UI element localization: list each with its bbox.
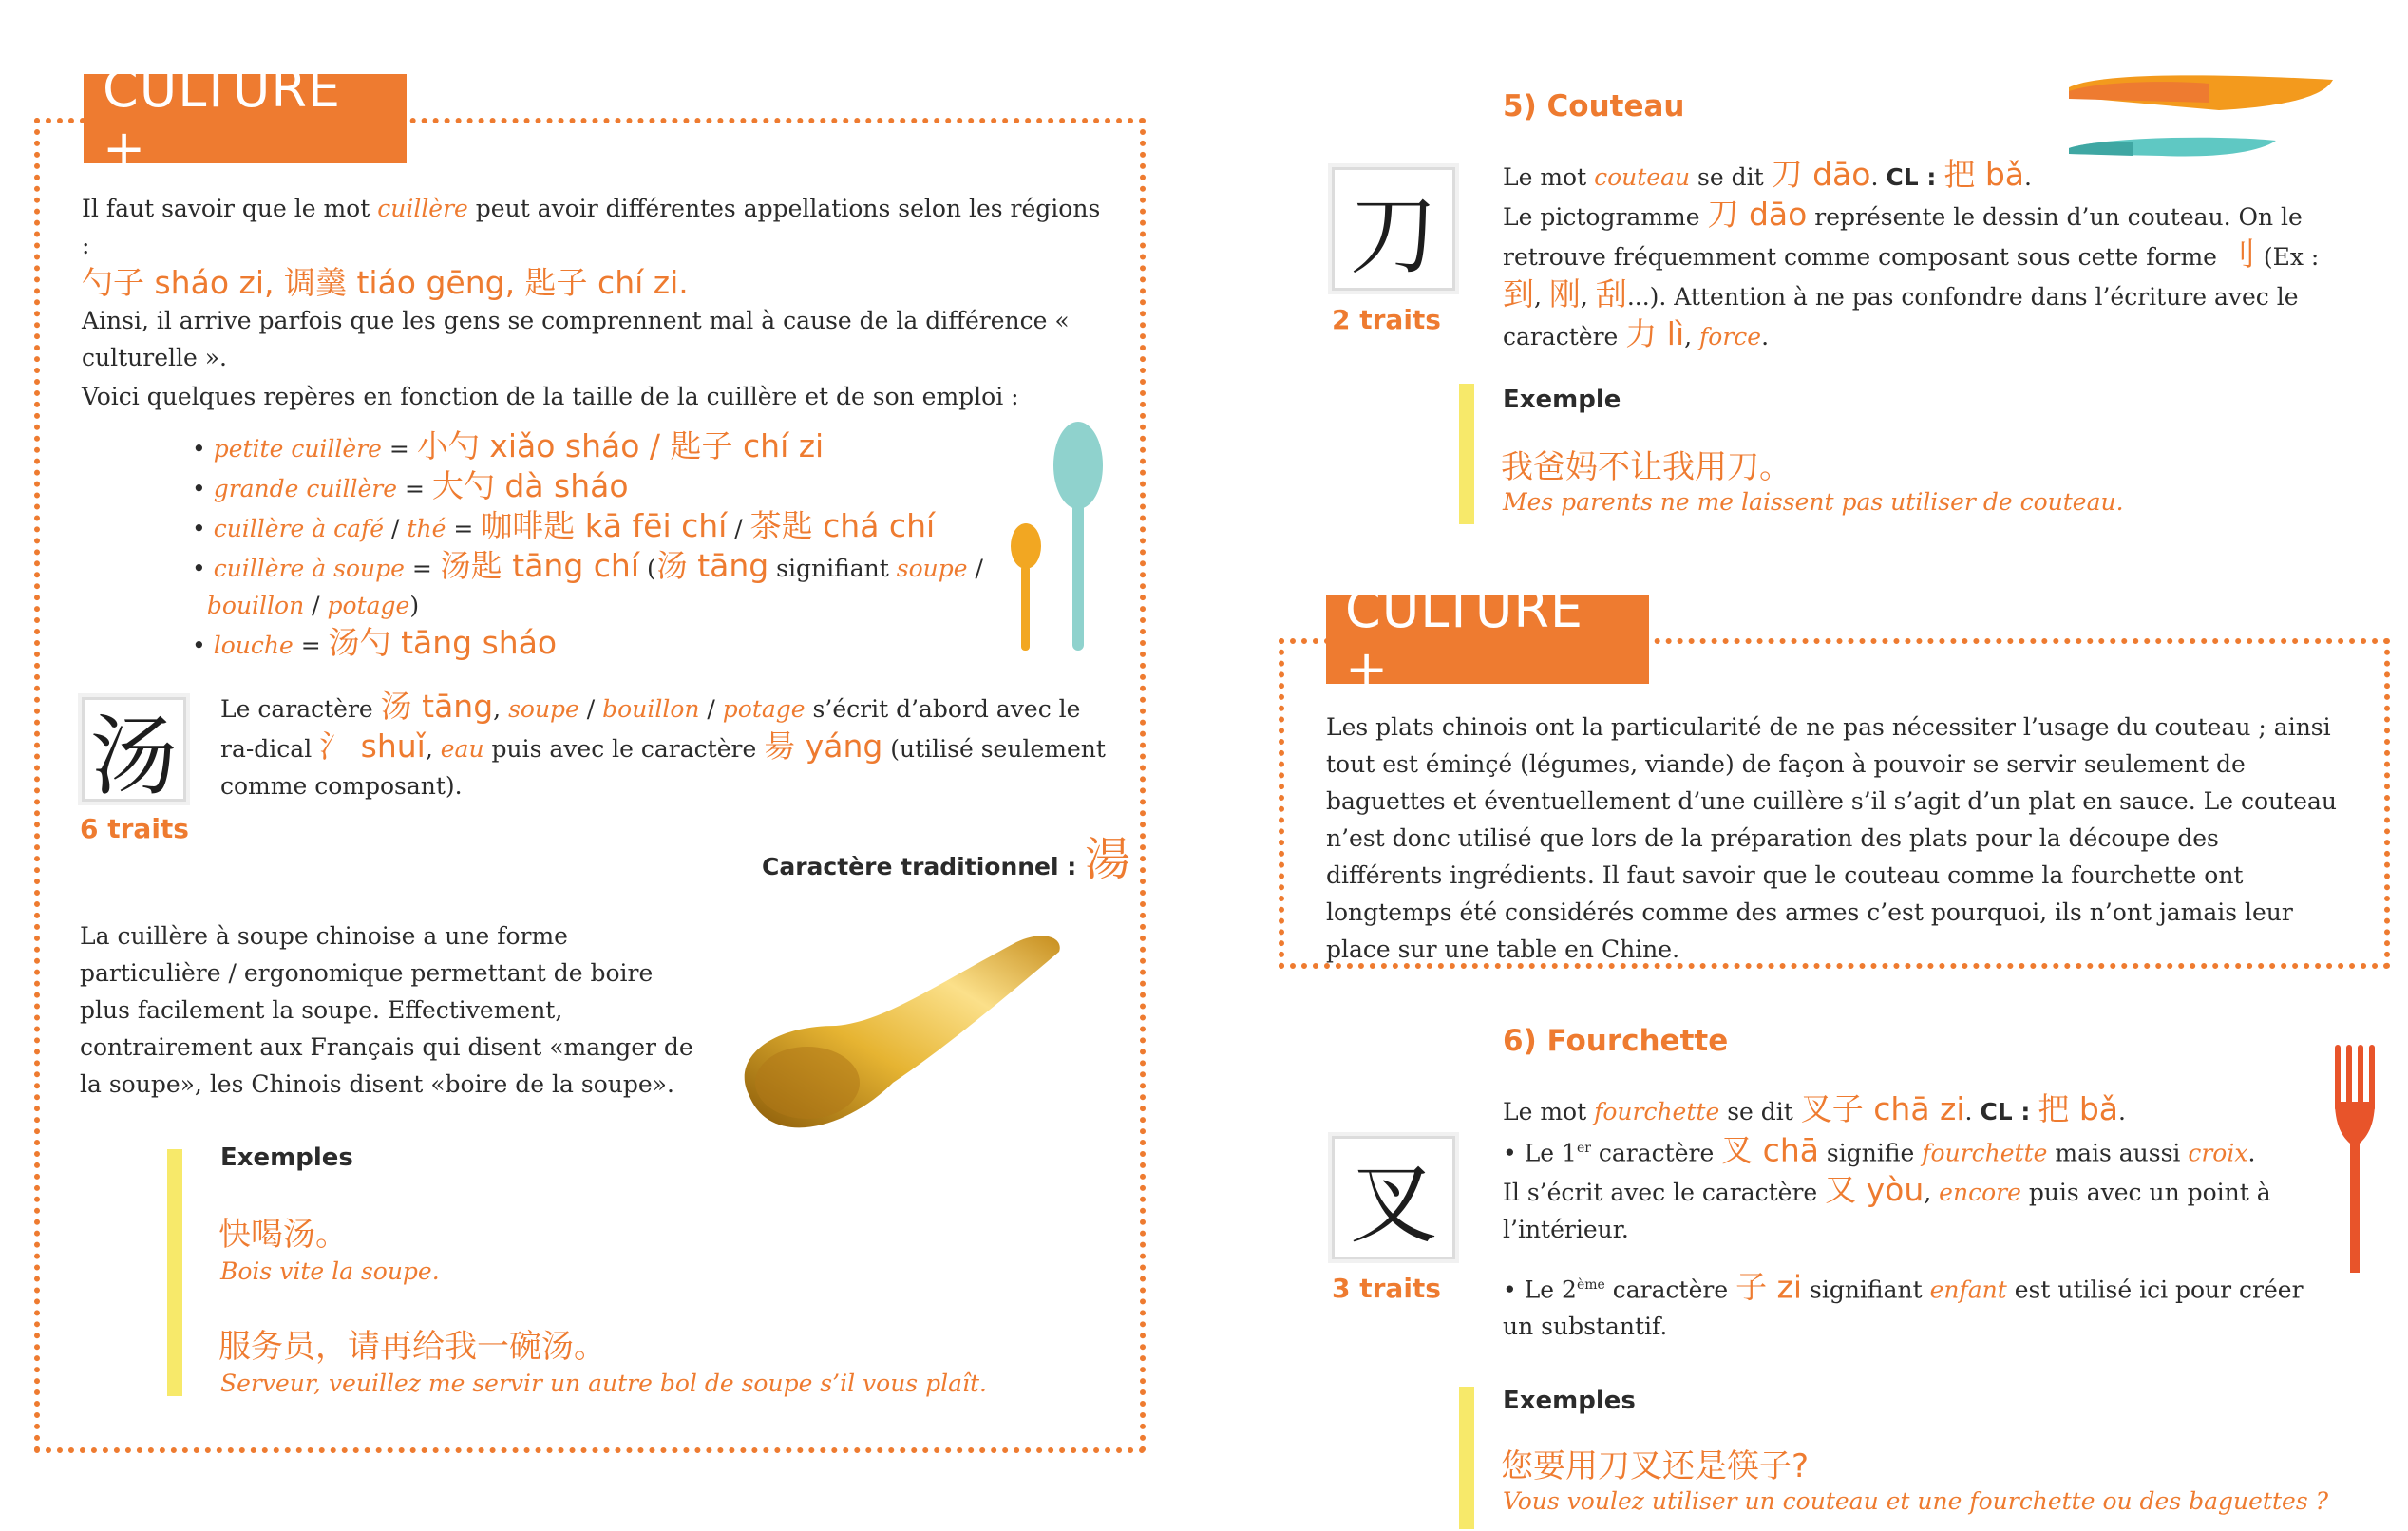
highlight-bar — [167, 1149, 182, 1396]
example-1-french: Bois vite la soupe. — [220, 1257, 440, 1285]
culture-badge-left: CULTURE + — [84, 74, 407, 163]
couteau-heading: 5) Couteau — [1503, 89, 1685, 123]
tang-explanation: Le caractère 汤 tāng, soupe / bouillon / potage s’écrit d’abord avec le ra-dical 氵 shuǐ, eau puis avec le caractère 昜 yáng (utilisé seulement comme composant). — [220, 688, 1106, 800]
fork-illustration — [2325, 1045, 2382, 1277]
fourchette-example-french: Vous voulez utiliser un couteau et une fourchette ou des baguettes ? — [1503, 1487, 2328, 1515]
highlight-bar — [1459, 1387, 1474, 1529]
stroke-count: 3 traits — [1332, 1273, 1441, 1304]
example-2-chinese: 服务员，请再给我一碗汤。 — [218, 1328, 606, 1366]
knives-illustration — [2067, 68, 2342, 163]
stroke-count: 2 traits — [1332, 304, 1441, 335]
couteau-explanation: Le mot couteau se dit 刀 dāo. CL : 把 bǎ. Le pictogramme 刀 dāo représente le dessin d’un couteau. On le retrouve fréquemment comme composant sous cette forme 刂 (Ex : 到, 刚, 刮...). Attention à ne pas confondre dans l’écriture avec le caractère 力 lì, force. — [1503, 156, 2320, 352]
example-label: Exemple — [1503, 386, 1621, 414]
list-item: • cuillère à soupe = 汤匙 tāng chí (汤 tāng signifiant soupe / bouillon / potage) — [192, 547, 983, 619]
fourchette-explanation: Le mot fourchette se dit 叉子 chā zi. CL : 把 bǎ. • Le 1er caractère 叉 chā signifie fourchette mais aussi croix. Il s’écrit avec le caractère 又 yòu, encore puis avec un point à l’intérieur. — [1503, 1090, 2271, 1244]
couteau-example-chinese: 我爸妈不让我用刀。 — [1501, 448, 1792, 486]
list-item: • louche = 汤勺 tāng sháo — [192, 624, 558, 661]
example-1-chinese: 快喝汤。 — [218, 1216, 348, 1254]
reperes-text: Voici quelques repères en fonction de la taille de la cuillère et de son emploi : — [82, 383, 1019, 410]
character-tang-box: 汤 — [82, 697, 186, 802]
intro-paragraph: Il faut savoir que le mot cuillère peut avoir différentes appellations selon les régions : 勺子 sháo zi, 调羹 tiáo gēng, 匙子 chí zi. Ainsi, il arrive parfois que les gens se comprennent mal à cause de la différence « culturelle ». — [82, 190, 1108, 376]
list-item: • grande cuillère = 大勺 dà sháo — [192, 467, 629, 504]
list-item: • cuillère à café / thé = 咖啡匙 kā fēi chí / 茶匙 chá chí — [192, 507, 936, 544]
spoon-bullet-list — [192, 427, 983, 664]
spoon-description: La cuillère à soupe chinoise a une forme particulière / ergonomique permettant de boire plus facilement la soupe. Effectivement, contrairement aux Français qui disent «manger de la soupe», les Chinois disent «boire de la soupe». — [80, 922, 693, 1098]
fourchette-example-chinese: 您要用刀叉还是筷子? — [1501, 1447, 1810, 1485]
examples-label: Exemples — [1503, 1387, 1636, 1415]
spoons-illustration — [997, 418, 1121, 655]
example-2-french: Serveur, veuillez me servir un autre bol de soupe s’il vous plaît. — [220, 1370, 987, 1397]
traditional-character: Caractère traditionnel : 湯 — [762, 833, 1130, 886]
character-cha-box: 叉 — [1332, 1136, 1455, 1259]
fourchette-heading: 6) Fourchette — [1503, 1024, 1729, 1058]
culture-badge-right: CULTURE + — [1326, 595, 1649, 684]
stroke-count: 6 traits — [80, 813, 189, 844]
spoon-names: 勺子 sháo zi, 调羹 tiáo gēng, 匙子 chí zi. — [82, 264, 689, 301]
list-item: • petite cuillère = 小勺 xiǎo sháo / 匙子 chí zi — [192, 427, 825, 464]
examples-label: Exemples — [220, 1144, 353, 1172]
fourchette-second-char: • Le 2ème caractère 子 zi signifiant enfant est utilisé ici pour créer un substantif. — [1503, 1268, 2304, 1341]
highlight-bar — [1459, 384, 1474, 524]
character-dao-box: 刀 — [1332, 167, 1455, 291]
culture-right-text: Les plats chinois ont la particularité de ne pas nécessiter l’usage du couteau ; ainsi tout est éminçé (légumes, viande) de façon à pouvoir se servir seulement de baguettes et éventuellement d’une cuillère s’il s’agit d’un plat en sauce. Le couteau n’est donc utilisé que lors de la préparation des plats pour la découpe des différents ingrédients. Il faut savoir que le couteau comme la fourchette ont longtemps été considérés comme des armes c’est pourquoi, ils n’ont jamais leur place sur une table en Chine. — [1326, 713, 2337, 963]
couteau-example-french: Mes parents ne me laissent pas utiliser de couteau. — [1503, 488, 2124, 516]
golden-spoon-illustration — [731, 931, 1073, 1159]
